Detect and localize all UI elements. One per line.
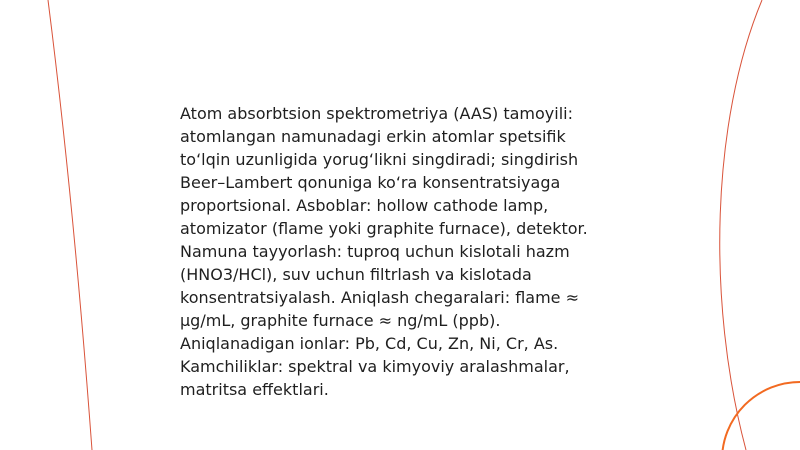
right-decorative-curve [720,0,762,450]
slide-body-text: Atom absorbtsion spektrometriya (AAS) tamoyili: atomlangan namunadagi erkin atomlar spetsifik to‘lqin uzunligida yorug‘likni singdiradi; singdirish Beer–Lambert qonuniga ko‘ra konsentratsiyaga proportsional. Asboblar: hollow cathode lamp, atomizator (flame yoki graphite furnace), detektor. Namuna tayyorlash: tuproq uchun kislotali hazm (HNO3/HCl), suv uchun filtrlash va kislotada konsentratsiyalash. Aniqlash chegaralari: flame ≈ µg/mL, graphite furnace ≈ ng/mL (ppb). Aniqlanadigan ionlar: Pb, Cd, Cu, Zn, Ni, Cr, As. Kamchiliklar: spektral va kimyoviy aralashmalar, matritsa effektlari. [180,104,588,399]
accent-ring [722,382,800,450]
left-decorative-curve [48,0,92,450]
